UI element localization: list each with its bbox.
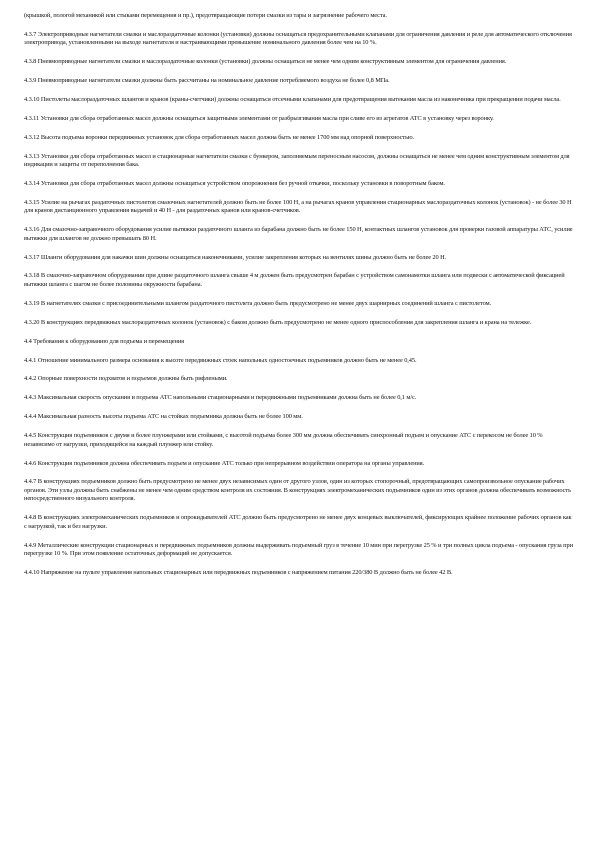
paragraph-4-3-19: 4.3.19 В нагнетателях смазки с присоединительными шлангом раздаточного пистолета должно быть предусмотрено не менее двух шарнирных соединений шланга с пистолетом. [24,299,492,307]
paragraph-4-4-4: 4.4.4 Максимальная разность высоты подъема АТС на стойках подъемника должна быть не более 100 мм. [24,413,303,421]
paragraph-4-3-9: 4.3.9 Пневмоприводные нагнетатели смазки должны быть рассчитаны на номинальное давление потребляемого воздуха не более 0,8 МПа. [24,76,390,84]
paragraph-4-3-13: 4.3.13 Установки для сбора отработанных масел и стационарные нагнетатели смазки с бункером, заполняемым переносным насосом, должны оснащаться не менее чем одним конструктивным элементом для индикации и защиты от переполнения бака. [24,152,570,169]
paragraph-4-4-6: 4.4.6 Конструкция подъемников должна обеспечивать подъем и опускание АТС только при непрерывном воздействии оператора на органы управления. [24,459,425,467]
paragraph-continuation: (крышкой, пологой механикой или стыками перемещения и пр.), предотвращающие потери смазки из тары и загрязнение рабочего места. [24,12,387,19]
paragraph-4-4-2: 4.4.2 Опорные поверхности подхватов и подъемов должны быть рифлеными. [24,375,228,383]
paragraph-4-3-16: 4.3.16 Для смазочно-заправочного оборудования усилие вытяжки раздаточного шланга из барабана должно быть не более 150 Н, контактных шлангов установок для проверки газовой аппаратуры АТС, усилие вытяжки для шлангов не должно превышать 80 Н. [24,226,573,242]
paragraph-4-3-15: 4.3.15 Усилие на рычагах раздаточных пистолетов смазочных нагнетателей должно быть не более 100 Н, а на рычагах кранов управления стационарных маслораздаточных колонок (установок) - не более 30 Н для кранов дистанционного управления выдачей и 40 Н - для раздаточных кранов или кранов-счетчиков. [24,198,572,215]
paragraph-4-3-10: 4.3.10 Пистолеты маслораздаточных шлангов и кранов (краны-счетчики) должны оснащаться отсечными клапанами для предотвращения вытекания масла из наконечника при прекращении подачи масла. [24,95,561,103]
paragraph-4-4-8: 4.4.8 В конструкциях электромеханических подъемников и опрокидывателей АТС должно быть предусмотрено не менее двух концевых выключателей, фиксирующих крайнее положение рабочих органов как с нагрузкой, так и без нагрузки. [24,514,572,530]
paragraph-4-4-9: 4.4.9 Металлические конструкции стационарных и передвижных подъемников должны выдерживать подъемный груз в течение 10 мин при перегрузке 25 % и три полных цикла подъема - опускания груза при перегрузке 10 %. При этом появление остаточных деформаций не допускается. [24,541,573,558]
paragraph-4-4-5: 4.4.5 Конструкция подъемников с двумя и более плунжерами или стойками, с высотой подъема более 300 мм должна обеспечивать синхронный подъем и опускание АТС с перекосом не более 10 % независимо от нагрузки, приходящейся на каждый плунжер или стойку. [24,432,543,448]
paragraph-4-4-10: 4.4.10 Напряжение на пульте управления напольных стационарных или передвижных подъемников с напряжением питания 220/380 В должно быть не более 42 В. [24,569,453,577]
paragraph-4-3-18: 4.3.18 В смазочно-заправочном оборудовании при длине раздаточного шланга свыше 4 м должен быть предусмотрен барабан с устройством самонамотки шланга или подвески с автоматической фиксацией вытяжки шланга с шагом не более половины окружности барабана. [24,272,565,288]
paragraph-4-4-7: 4.4.7 В конструкциях подъемников должно быть предусмотрено не менее двух независимых один от другого узлов, один из которых стопорочный, предотвращающих самопроизвольное опускание рабочих органов. Эти узлы должны быть снабжены не менее чем одним средством контроля их состояния. В конструкциях электромеханических подъемников один из этих органов должна обеспечивать возможность непосредственного визуального контроля. [24,478,571,503]
paragraph-4-3-7: 4.3.7 Электроприводные нагнетатели смазки и маслораздаточные колонки (установки) должны оснащаться предохранительными клапанами для ограничения давления и реле для автоматического отключения электропривода, установленными на выходе нагнетателя и настраивающими превышение номинального давления более чем на 10 %. [24,30,572,47]
paragraph-4-3-20: 4.3.20 В конструкциях передвижных маслораздаточных колонок (установок) с баком должно быть предусмотрено не менее одного приспособления для закрепления шланга и крана на тележке. [24,318,532,326]
paragraph-4-3-17: 4.3.17 Шланги оборудования для накачки шин должны оснащаться наконечниками, усилие закрепления которых на вентилях шины должно быть не более 20 Н. [24,253,447,261]
section-heading-4-4: 4.4 Требования к оборудованию для подъема и перемещения [24,337,185,345]
paragraph-4-3-11: 4.3.11 Установки для сбора отработанных масел должны оснащаться защитными элементами от разбрызгивания масла при сливе его из агрегатов АТС в установку через воронку. [24,114,494,122]
paragraph-4-3-8: 4.3.8 Пневмоприводные нагнетатели смазки и маслораздаточные колонки (установки) должны оснащаться не менее чем одним конструктивным элементом для ограничения давления. [24,58,507,66]
paragraph-4-4-1: 4.4.1 Отношение минимального размера основания к высоте передвижных стоек напольных одностоечных подъемников должно быть не менее 0,45. [24,356,417,364]
paragraph-4-4-3: 4.4.3 Максимальная скорость опускания и подъема АТС напольными стационарными и передвижными подъемниками должна быть не более 0,1 м/с. [24,394,417,402]
paragraph-4-3-12: 4.3.12 Высота подъема воронки передвижных установок для сбора отработанных масел должна быть не менее 1700 мм над опорной поверхностью. [24,133,415,141]
paragraph-4-3-14: 4.3.14 Установки для сбора отработанных масел должны оснащаться устройством опорожнения без ручной откачки, поскольку установки в поворотным баком. [24,179,445,187]
